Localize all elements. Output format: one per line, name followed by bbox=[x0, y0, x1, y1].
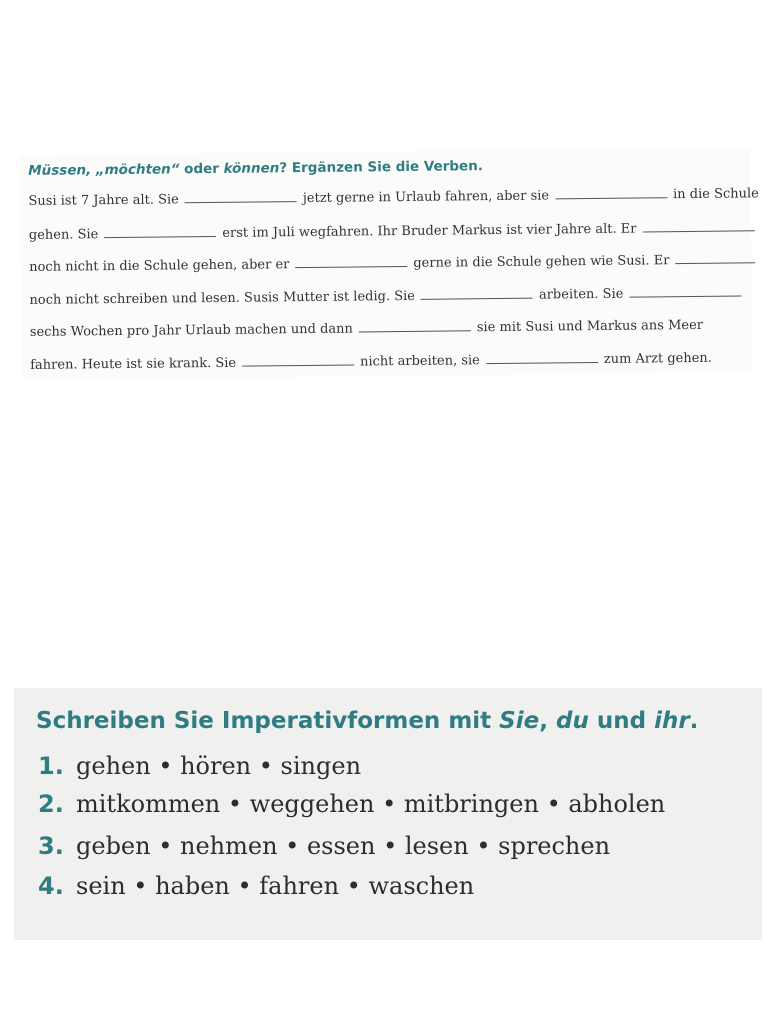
title-comma: , bbox=[539, 708, 556, 734]
text-segment: nicht arbeiten, sie bbox=[359, 353, 480, 370]
exercise-2-title bbox=[36, 708, 698, 734]
item-verbs: gehen • hören • singen bbox=[76, 752, 362, 780]
blank-field[interactable] bbox=[555, 186, 667, 199]
item-number: 3. bbox=[38, 832, 64, 860]
title-du: du bbox=[555, 708, 589, 734]
text-segment: noch nicht in die Schule gehen, aber er bbox=[29, 257, 290, 275]
blank-field[interactable] bbox=[185, 190, 297, 203]
text-segment: in die Schule bbox=[672, 186, 759, 203]
text-segment: arbeiten. Sie bbox=[538, 286, 624, 303]
text-line-4 bbox=[29, 284, 747, 308]
item-verbs: geben • nehmen • essen • lesen • sprechen bbox=[76, 832, 611, 860]
title-oder: oder bbox=[179, 160, 224, 178]
text-line-5 bbox=[30, 317, 703, 340]
text-line-3 bbox=[29, 251, 761, 275]
title-ihr: ihr bbox=[654, 708, 690, 734]
text-line-1 bbox=[28, 185, 759, 209]
blank-field[interactable] bbox=[629, 284, 741, 297]
list-item-1 bbox=[38, 752, 361, 780]
text-segment: fahren. Heute ist sie krank. Sie bbox=[30, 355, 237, 373]
title-koennen: können bbox=[223, 160, 280, 177]
title-instruction: ? Ergänzen Sie die Verben. bbox=[279, 158, 483, 177]
text-segment: Susi ist 7 Jahre alt. Sie bbox=[28, 192, 179, 209]
title-modal-verbs: Müssen, „möchten“ bbox=[28, 161, 180, 179]
list-item-4 bbox=[38, 872, 474, 900]
item-number: 4. bbox=[38, 872, 64, 900]
exercise-1-title bbox=[28, 158, 483, 179]
title-text: Schreiben Sie Imperativformen mit bbox=[36, 708, 500, 734]
text-segment: sechs Wochen pro Jahr Urlaub machen und dann bbox=[29, 321, 353, 340]
text-segment: noch nicht schreiben und lesen. Susis Mutter ist ledig. Sie bbox=[29, 288, 416, 308]
blank-field[interactable] bbox=[242, 354, 354, 367]
item-verbs: sein • haben • fahren • waschen bbox=[76, 872, 475, 900]
list-item-2 bbox=[38, 790, 665, 818]
blank-field[interactable] bbox=[359, 319, 471, 332]
blank-field[interactable] bbox=[421, 287, 533, 300]
item-number: 2. bbox=[38, 790, 64, 818]
exercise-2 bbox=[14, 688, 762, 940]
title-dot: . bbox=[689, 708, 699, 734]
title-und: und bbox=[588, 708, 655, 734]
text-segment: zum Arzt gehen. bbox=[603, 350, 712, 367]
item-number: 1. bbox=[38, 752, 64, 780]
blank-field[interactable] bbox=[675, 251, 755, 264]
exercise-1 bbox=[20, 147, 759, 380]
text-line-6 bbox=[30, 350, 712, 373]
text-segment: gerne in die Schule gehen wie Susi. Er bbox=[413, 253, 670, 271]
blank-field[interactable] bbox=[642, 219, 754, 232]
blank-field[interactable] bbox=[486, 351, 598, 364]
blank-field[interactable] bbox=[295, 255, 407, 268]
list-item-3 bbox=[38, 832, 610, 860]
blank-field[interactable] bbox=[104, 225, 216, 238]
item-verbs: mitkommen • weggehen • mitbringen • abholen bbox=[76, 790, 666, 818]
text-segment: gehen. Sie bbox=[28, 227, 99, 243]
text-segment: sie mit Susi und Markus ans Meer bbox=[476, 317, 704, 336]
text-line-2 bbox=[29, 219, 761, 243]
title-sie: Sie bbox=[499, 708, 540, 734]
text-segment: jetzt gerne in Urlaub fahren, aber sie bbox=[302, 188, 550, 207]
text-segment: erst im Juli wegfahren. Ihr Bruder Markus ist vier Jahre alt. Er bbox=[222, 221, 637, 241]
